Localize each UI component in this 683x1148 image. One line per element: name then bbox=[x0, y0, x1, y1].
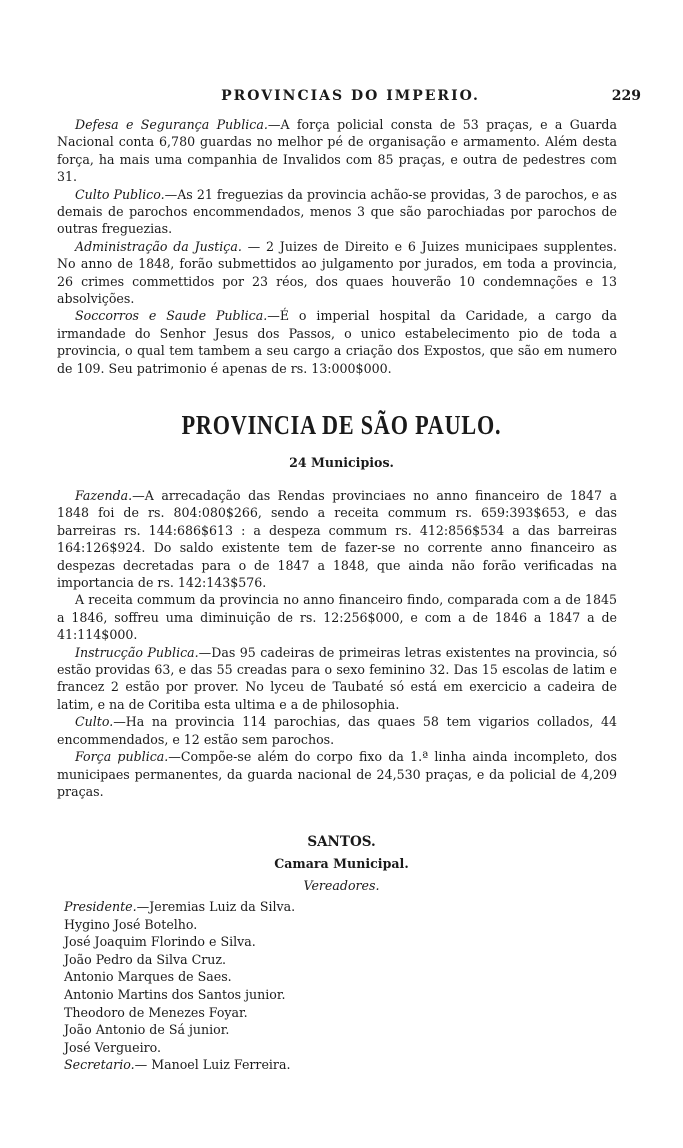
santos-heading: SANTOS. bbox=[307, 834, 376, 850]
paragraph bbox=[57, 644, 617, 714]
paragraph-lead: Força publica. bbox=[75, 749, 169, 765]
paragraph bbox=[57, 238, 617, 308]
section-sao-paulo-text bbox=[57, 487, 617, 800]
secretario-line bbox=[64, 1056, 624, 1074]
paragraph bbox=[57, 116, 617, 186]
section-santa-catharina-text bbox=[57, 116, 617, 377]
member-name: José Joaquim Florindo e Silva. bbox=[64, 934, 256, 950]
paragraph bbox=[57, 307, 617, 377]
paragraph-text: — 2 Juizes de Direito e 6 Juizes municipaes supplentes. No anno de 1848, forão submettidos ao julgamento por jurados, em toda a provincia, 26 crimes commettidos por 23 réos, dos quaes houverão 10 condemnações e 13 absolvições. bbox=[57, 238, 617, 307]
running-head-title: PROVINCIAS DO IMPERIO. bbox=[221, 88, 480, 104]
page-number: 229 bbox=[611, 88, 641, 104]
paragraph-text: —É o imperial hospital da Caridade, a cargo da irmandade do Senhor Jesus dos Passos, o unico estabelecimento pio de toda a provincia, o qual tem tambem a seu cargo a criação dos Expostos, que são em numero de 109. Seu patrimonio é apenas de rs. 13:000$000. bbox=[57, 308, 617, 376]
presidente-label: Presidente. bbox=[64, 899, 137, 914]
paragraph-text: —A arrecadação das Rendas provinciaes no anno financeiro de 1847 a 1848 foi de rs. 804:080$266, sendo a receita commum rs. 659:393$653, e das barreiras rs. 144:686$613 : a despeza commum rs. 412:856$534 a das barreiras 164:126$924. Do saldo existente tem de fazer-se no corrente anno financeiro as despezas decretadas para o de 1847 a 1848, que ainda não forão verificadas na importancia de rs. 142:143$576. bbox=[57, 488, 617, 591]
paragraph-lead: Instrucção Publica. bbox=[75, 644, 199, 660]
vereadores-heading: Vereadores. bbox=[303, 878, 380, 893]
member-name: Antonio Martins dos Santos junior. bbox=[64, 986, 286, 1002]
paragraph-text: —As 21 freguezias da provincia achão-se providas, 3 de parochos, e as demais de parochos encommendados, menos 3 que são parochiadas por parochos de outras freguezias. bbox=[57, 186, 618, 237]
section-subtitle: 24 Municipios. bbox=[289, 455, 394, 470]
member-name: João Antonio de Sá junior. bbox=[64, 1022, 230, 1038]
member-name: Hygino José Botelho. bbox=[64, 916, 198, 932]
paragraph-lead: Culto. bbox=[75, 714, 114, 730]
paragraph bbox=[57, 748, 617, 800]
secretario-label: Secretario. bbox=[64, 1057, 135, 1073]
paragraph bbox=[57, 186, 617, 238]
paragraph-lead: Defesa e Segurança Publica. bbox=[75, 117, 268, 132]
paragraph-text: A receita commum da provincia no anno financeiro findo, comparada com a de 1845 a 1846, soffreu uma diminuição de rs. 12:256$000, e com a de 1846 a 1847 a de 41:114$000. bbox=[57, 592, 617, 643]
members-list bbox=[64, 898, 624, 1074]
presidente-line bbox=[64, 898, 624, 916]
paragraph bbox=[57, 591, 617, 643]
member-name: José Vergueiro. bbox=[64, 1039, 161, 1055]
paragraph-lead: Soccorros e Saude Publica. bbox=[75, 308, 268, 324]
paragraph-text: —Ha na provincia 114 parochias, das quaes 58 tem vigarios collados, 44 encommendados, e 12 estão sem parochos. bbox=[57, 714, 617, 747]
secretario-name: — Manoel Luiz Ferreira. bbox=[134, 1057, 291, 1073]
member-name: Antonio Marques de Saes. bbox=[64, 969, 232, 985]
member-name: João Pedro da Silva Cruz. bbox=[64, 951, 227, 967]
paragraph-text: —Compõe-se além do corpo fixo da 1.ª linha ainda incompleto, dos municipaes permanentes, da guarda nacional de 24,530 praças, e da policial de 4,209 praças. bbox=[57, 749, 617, 799]
member-name: Theodoro de Menezes Foyar. bbox=[64, 1004, 248, 1020]
paragraph-lead: Culto Publico. bbox=[75, 186, 165, 202]
paragraph-text: —Das 95 cadeiras de primeiras letras existentes na provincia, só estão providas 63, e das 55 creadas para o sexo feminino 32. Das 15 escolas de latim e francez 2 estão por prover. No lyceu de Taubaté só está em exercicio a cadeira de latim, e na de Coritiba esta ultima e a de philosophia. bbox=[57, 644, 617, 712]
paragraph-lead: Fazenda. bbox=[75, 488, 133, 503]
running-head bbox=[60, 88, 641, 110]
section-title: PROVINCIA DE SÃO PAULO. bbox=[181, 410, 502, 440]
camara-heading: Camara Municipal. bbox=[274, 856, 409, 871]
paragraph bbox=[57, 487, 617, 591]
paragraph-lead: Administração da Justiça. bbox=[75, 238, 242, 254]
paragraph-text: —A força policial consta de 53 praças, e a Guarda Nacional conta 6,780 guardas no melhor pé de organisação e armamento. Além desta força, ha mais uma companhia de Invalidos com 85 praças, e outra de pedestres com 31. bbox=[57, 117, 617, 185]
paragraph bbox=[57, 713, 617, 748]
presidente-name: —Jeremias Luiz da Silva. bbox=[136, 899, 296, 914]
